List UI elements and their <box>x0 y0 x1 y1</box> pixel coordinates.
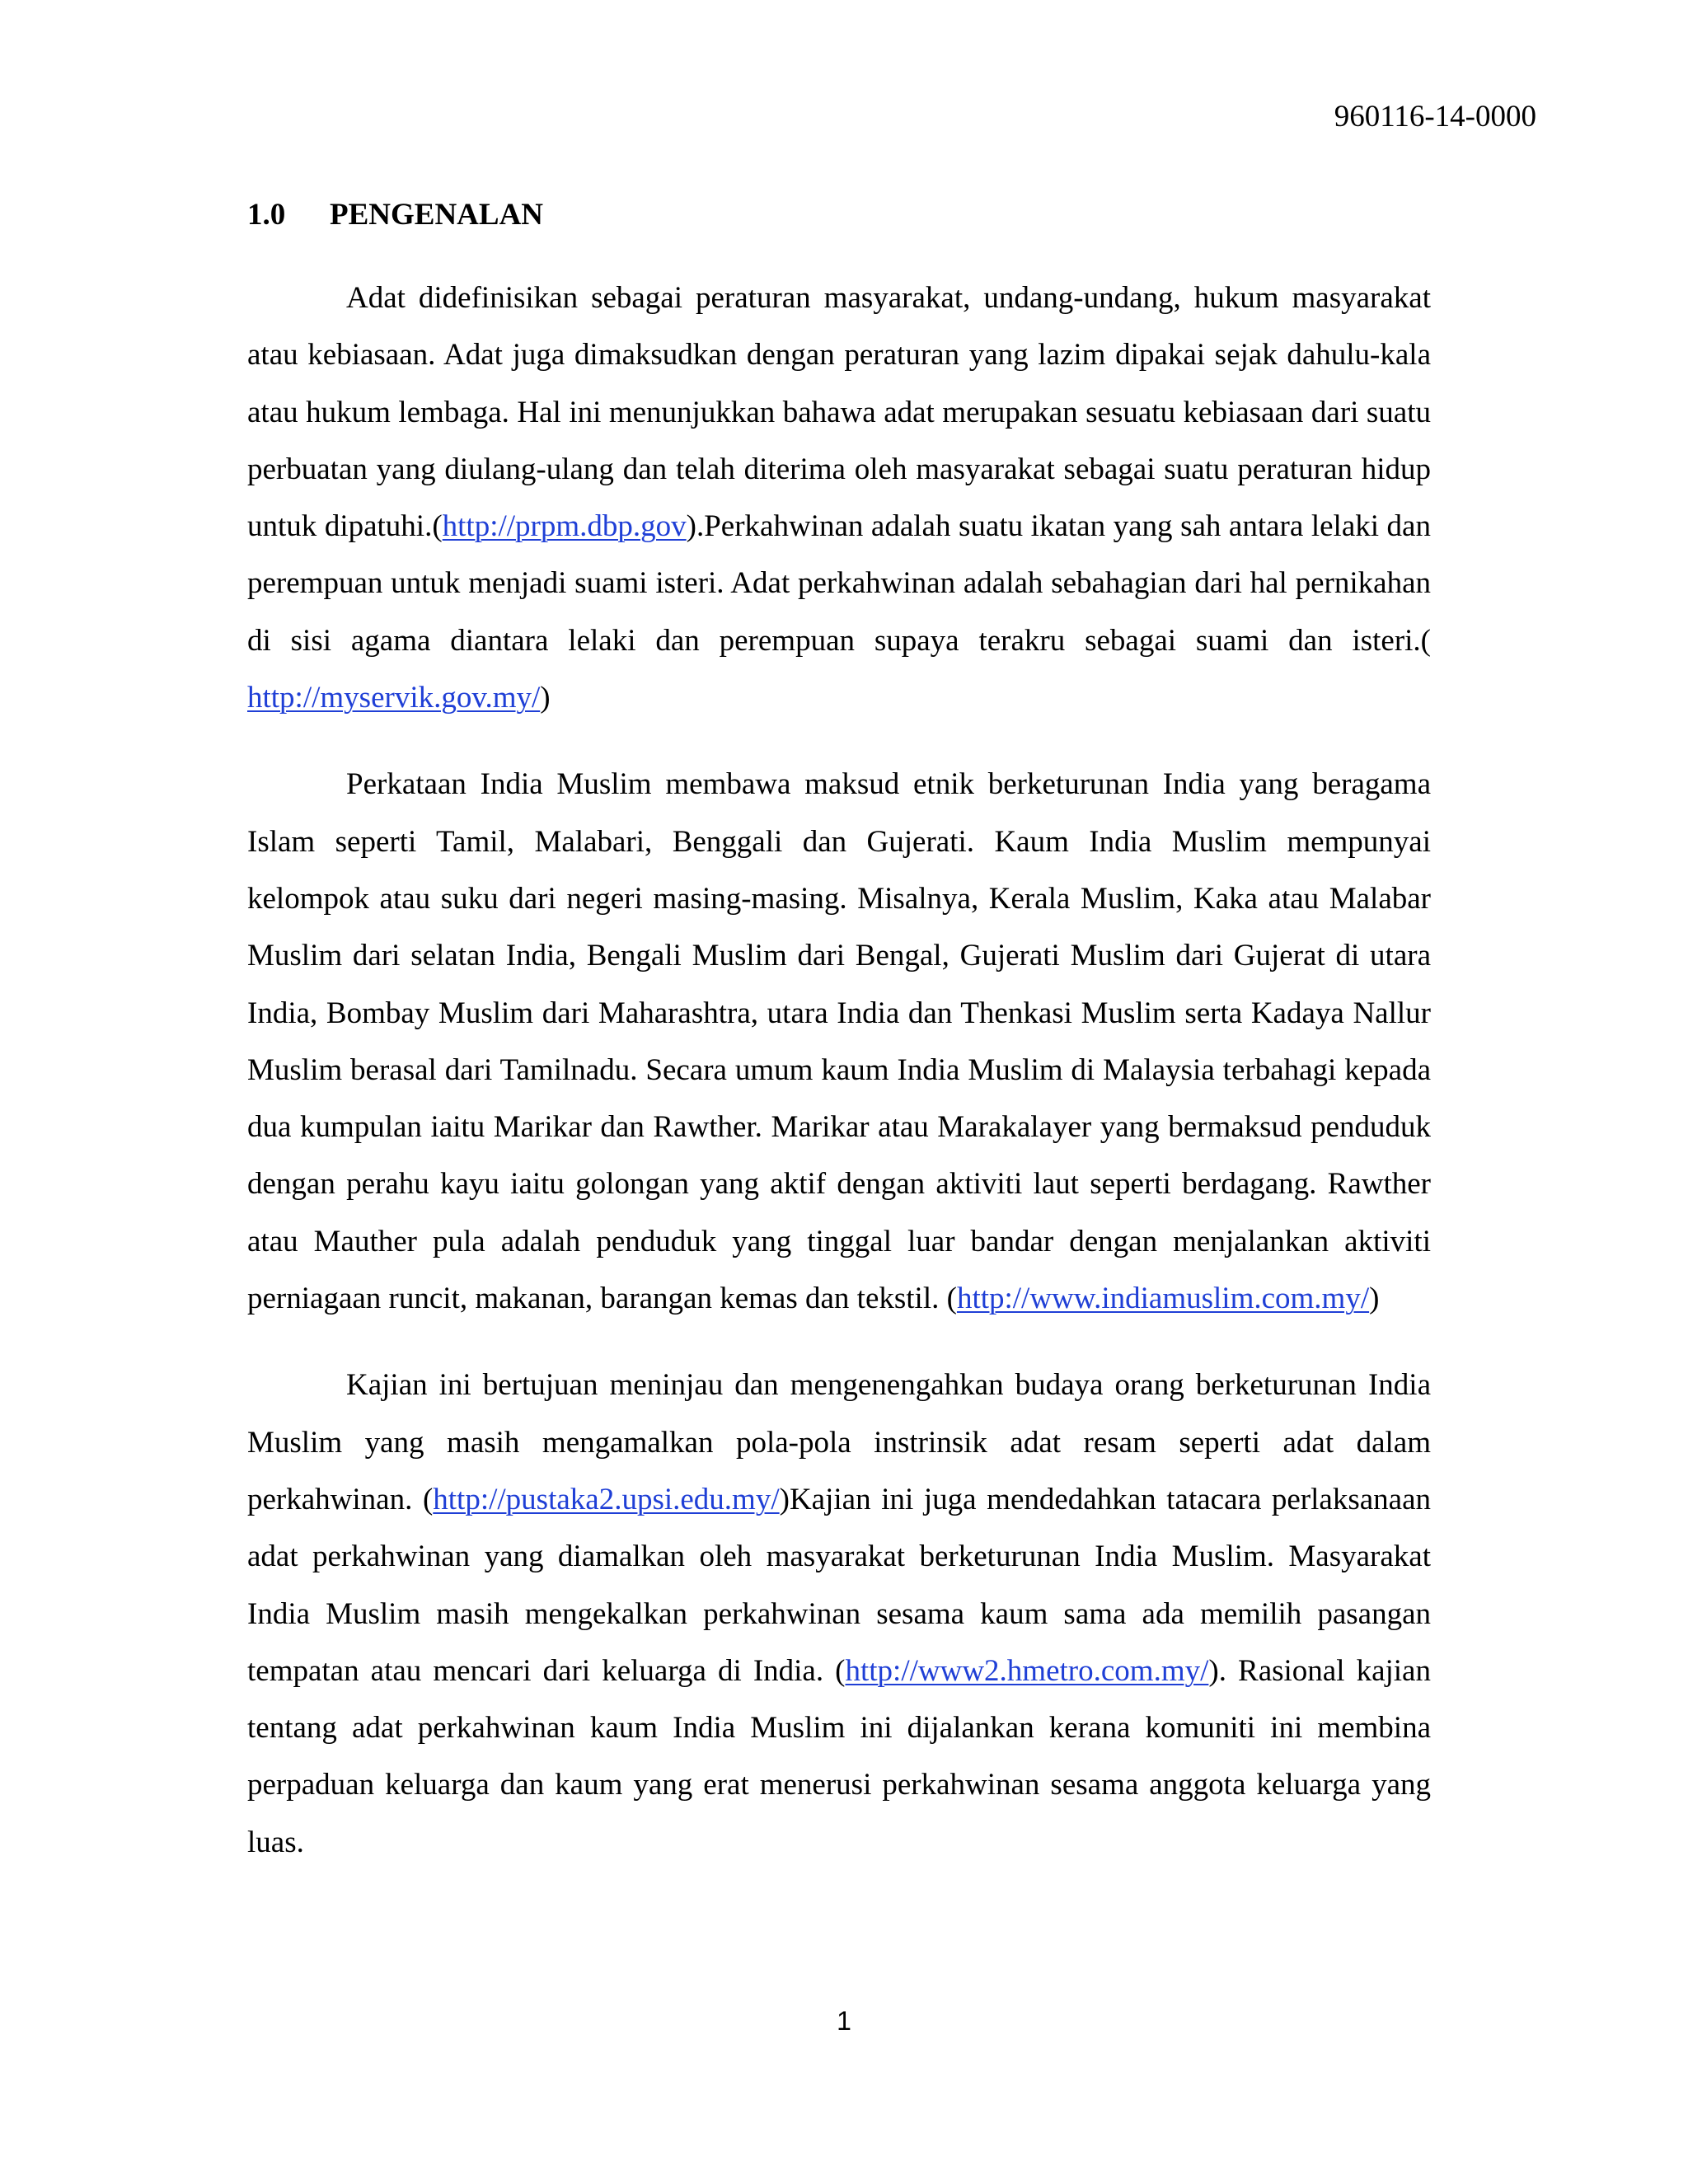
paragraph-text: ).Perkahwinan adalah suatu ikatan yang sah antara lelaki dan perempuan untuk menjadi suami isteri. Adat perkahwinan adalah sebahagian dari hal pernikahan di sisi agama diantara lelaki dan perempuan supaya terakru sebagai suami dan isteri.( <box>247 509 1431 658</box>
section-heading <box>247 195 543 235</box>
paragraph-text: ) <box>1369 1282 1380 1316</box>
body-text <box>247 269 1431 1871</box>
paragraph-text: ). Rasional kajian tentang adat perkahwinan kaum India Muslim ini dijalankan kerana komuniti ini membina perpaduan keluarga dan kaum yang erat menerusi perkahwinan sesama anggota keluarga yang luas. <box>247 1653 1431 1859</box>
paragraph-text: Perkataan India Muslim membawa maksud etnik berketurunan India yang beragama Islam seperti Tamil, Malabari, Benggali dan Gujerati. Kaum India Muslim mempunyai kelompok atau suku dari negeri masing-masing. Misalnya, Kerala Muslim, Kaka atau Malabar Muslim dari selatan India, Bengali Muslim dari Bengal, Gujerati Muslim dari Gujerat di utara India, Bombay Muslim dari Maharashtra, utara India dan Thenkasi Muslim serta Kadaya Nallur Muslim berasal dari Tamilnadu. Secara umum kaum India Muslim di Malaysia terbahagi kepada dua kumpulan iaitu Marikar dan Rawther. Marikar atau Marakalayer yang bermaksud penduduk dengan perahu kayu iaitu golongan yang aktif dengan aktiviti laut seperti berdagang. Rawther atau Mauther pula adalah penduduk yang tinggal luar bandar dengan menjalankan aktiviti perniagaan runcit, makanan, barangan kemas dan tekstil. ( <box>247 767 1431 1316</box>
paragraph-2 <box>247 756 1431 1327</box>
document-id: 960116-14-0000 <box>1334 100 1536 134</box>
reference-link-myservik[interactable]: http://myservik.gov.my/ <box>247 681 541 715</box>
page-number: 1 <box>837 2006 851 2036</box>
section-title: PENGENALAN <box>330 198 544 232</box>
reference-link-pustaka2[interactable]: http://pustaka2.upsi.edu.my/ <box>433 1482 780 1516</box>
section-number: 1.0 <box>247 198 286 232</box>
paragraph-text: ) <box>540 681 551 715</box>
paragraph-3 <box>247 1357 1431 1871</box>
paragraph-text: Adat didefinisikan sebagai peraturan masyarakat, undang-undang, hukum masyarakat atau kebiasaan. Adat juga dimaksudkan dengan peraturan yang lazim dipakai sejak dahulu-kala atau hukum lembaga. Hal ini menunjukkan bahawa adat merupakan sesuatu kebiasaan dari suatu perbuatan yang diulang-ulang dan telah diterima oleh masyarakat sebagai suatu peraturan hidup untuk dipatuhi.( <box>247 281 1431 544</box>
reference-link-indiamuslim[interactable]: http://www.indiamuslim.com.my/ <box>956 1282 1370 1316</box>
paragraph-text: Kajian ini bertujuan meninjau dan mengenengahkan budaya orang berketurunan India Muslim yang masih mengamalkan pola-pola instrinsik adat resam seperti adat dalam perkahwinan. ( <box>247 1368 1431 1516</box>
paragraph-1 <box>247 269 1431 726</box>
paragraph-text: )Kajian ini juga mendedahkan tatacara perlaksanaan adat perkahwinan yang diamalkan oleh masyarakat berketurunan India Muslim. Masyarakat India Muslim masih mengekalkan perkahwinan sesama kaum sama ada memilih pasangan tempatan atau mencari dari keluarga di India. ( <box>247 1482 1431 1688</box>
reference-link-hmetro[interactable]: http://www2.hmetro.com.my/ <box>845 1653 1209 1688</box>
reference-link-prpm[interactable]: http://prpm.dbp.gov <box>442 509 687 544</box>
